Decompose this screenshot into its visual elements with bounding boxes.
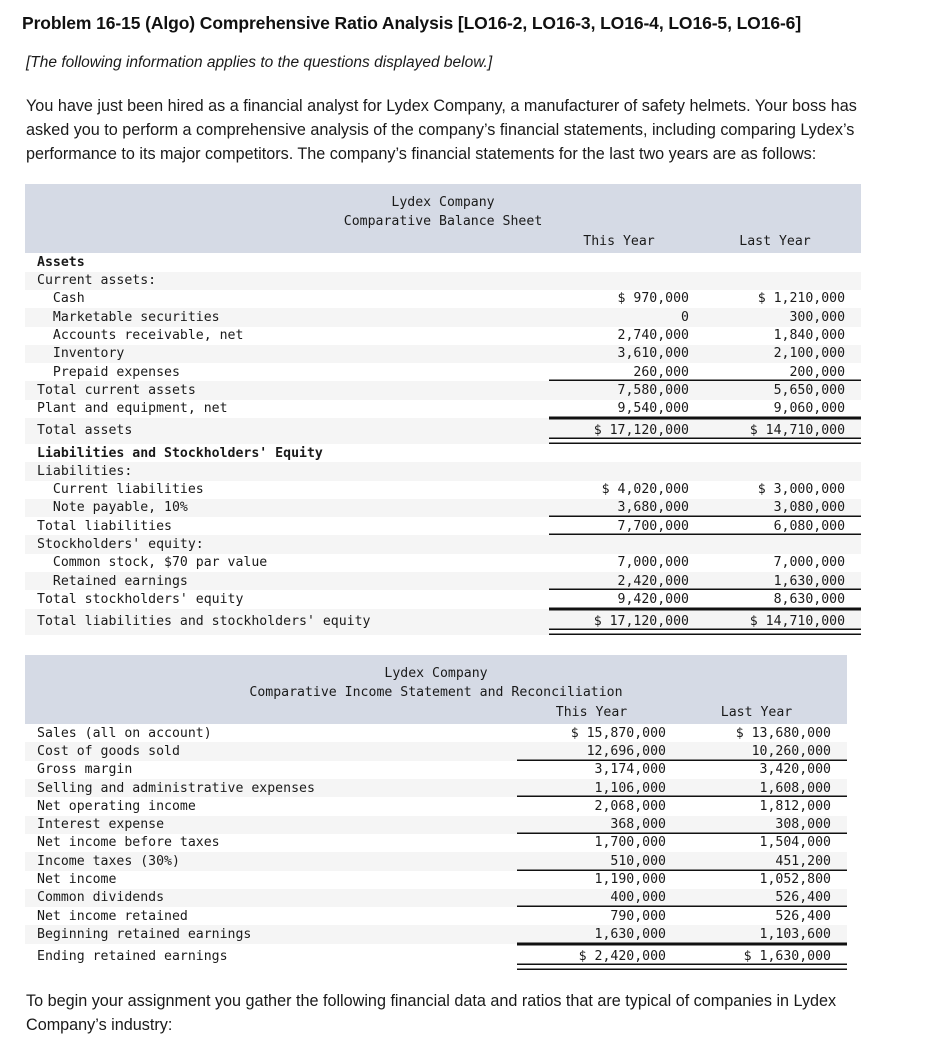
table-row xyxy=(25,907,847,925)
table-row xyxy=(25,499,861,517)
balance-sheet-header xyxy=(25,184,861,253)
table-row xyxy=(25,363,861,381)
row-value-last-year: 526,400 xyxy=(682,889,847,907)
table-row xyxy=(25,308,861,326)
row-value-this-year: $ 4,020,000 xyxy=(549,481,705,499)
row-value-this-year: 1,630,000 xyxy=(517,925,682,943)
row-value-this-year: 0 xyxy=(549,308,705,326)
row-value-last-year xyxy=(705,253,861,271)
row-value-last-year: $ 3,000,000 xyxy=(705,481,861,499)
info-applies-note: [The following information applies to the questions displayed below.] xyxy=(26,54,493,72)
table-row xyxy=(25,797,847,815)
income-statement-label-column-header xyxy=(25,704,517,724)
row-value-this-year: $ 2,420,000 xyxy=(517,944,682,970)
table-row xyxy=(25,816,847,834)
row-label: Common dividends xyxy=(25,889,517,907)
row-value-last-year: 5,650,000 xyxy=(705,381,861,399)
balance-sheet-company: Lydex Company xyxy=(391,194,495,210)
row-value-this-year: 1,190,000 xyxy=(517,871,682,889)
row-value-last-year: 1,052,800 xyxy=(682,871,847,889)
row-value-last-year: 9,060,000 xyxy=(705,400,861,418)
table-row xyxy=(25,590,861,608)
row-label: Sales (all on account) xyxy=(25,724,517,742)
table-row xyxy=(25,779,847,797)
row-label: Prepaid expenses xyxy=(25,363,549,381)
balance-sheet-heading xyxy=(25,184,861,233)
row-value-this-year: $ 17,120,000 xyxy=(549,418,705,444)
income-statement-last-year-header: Last Year xyxy=(682,704,847,724)
row-label: Interest expense xyxy=(25,816,517,834)
row-label: Inventory xyxy=(25,345,549,363)
row-value-last-year: 1,840,000 xyxy=(705,327,861,345)
table-row xyxy=(25,724,847,742)
table-row xyxy=(25,535,861,553)
income-statement-container xyxy=(0,635,939,970)
table-row xyxy=(25,944,847,970)
row-label: Cost of goods sold xyxy=(25,742,517,760)
row-label: Liabilities: xyxy=(25,462,549,480)
row-value-last-year: 3,420,000 xyxy=(682,761,847,779)
table-row xyxy=(25,925,847,943)
table-row xyxy=(25,517,861,535)
row-value-this-year: 260,000 xyxy=(549,363,705,381)
table-row xyxy=(25,253,861,271)
table-row xyxy=(25,345,861,363)
row-label: Accounts receivable, net xyxy=(25,327,549,345)
row-label: Total liabilities and stockholders' equity xyxy=(25,609,549,635)
balance-sheet-container xyxy=(0,167,939,635)
row-label: Beginning retained earnings xyxy=(25,925,517,943)
row-value-last-year: 1,504,000 xyxy=(682,834,847,852)
row-value-this-year: 9,420,000 xyxy=(549,590,705,608)
row-label: Total liabilities xyxy=(25,517,549,535)
row-label: Net income xyxy=(25,871,517,889)
row-value-last-year: 1,812,000 xyxy=(682,797,847,815)
row-label: Retained earnings xyxy=(25,572,549,590)
row-label: Ending retained earnings xyxy=(25,944,517,970)
row-value-last-year xyxy=(705,462,861,480)
page-title: Problem 16-15 (Algo) Comprehensive Ratio Analysis [LO16-2, LO16-3, LO16-4, LO16-5, LO16-6] xyxy=(22,13,802,33)
row-value-last-year: 526,400 xyxy=(682,907,847,925)
row-value-last-year: $ 14,710,000 xyxy=(705,418,861,444)
row-value-this-year xyxy=(549,272,705,290)
row-value-last-year: $ 1,210,000 xyxy=(705,290,861,308)
row-value-this-year: 7,580,000 xyxy=(549,381,705,399)
balance-sheet-this-year-header: This Year xyxy=(549,233,705,253)
income-statement-heading xyxy=(25,655,847,704)
balance-sheet-label-column-header xyxy=(25,233,549,253)
row-value-this-year: $ 15,870,000 xyxy=(517,724,682,742)
row-label: Total current assets xyxy=(25,381,549,399)
table-row xyxy=(25,444,861,462)
table-row xyxy=(25,381,861,399)
row-label: Cash xyxy=(25,290,549,308)
row-value-this-year: 400,000 xyxy=(517,889,682,907)
row-value-this-year: 7,700,000 xyxy=(549,517,705,535)
row-label: Income taxes (30%) xyxy=(25,852,517,870)
row-value-this-year: 3,680,000 xyxy=(549,499,705,517)
row-label: Selling and administrative expenses xyxy=(25,779,517,797)
row-label: Current assets: xyxy=(25,272,549,290)
row-value-this-year: 510,000 xyxy=(517,852,682,870)
table-row xyxy=(25,327,861,345)
row-value-this-year: 2,068,000 xyxy=(517,797,682,815)
table-row xyxy=(25,462,861,480)
row-value-this-year: $ 970,000 xyxy=(549,290,705,308)
comparative-income-statement-table xyxy=(25,655,847,970)
row-value-this-year xyxy=(549,462,705,480)
row-value-last-year xyxy=(705,535,861,553)
table-row xyxy=(25,871,847,889)
row-value-this-year xyxy=(549,253,705,271)
row-label: Net operating income xyxy=(25,797,517,815)
income-statement-company: Lydex Company xyxy=(384,665,488,681)
row-value-this-year: 7,000,000 xyxy=(549,554,705,572)
table-row xyxy=(25,834,847,852)
row-value-last-year: 308,000 xyxy=(682,816,847,834)
row-value-last-year: 200,000 xyxy=(705,363,861,381)
row-value-last-year: $ 1,630,000 xyxy=(682,944,847,970)
row-value-last-year: 300,000 xyxy=(705,308,861,326)
balance-sheet-statement-name: Comparative Balance Sheet xyxy=(343,213,543,229)
row-value-last-year: $ 14,710,000 xyxy=(705,609,861,635)
income-statement-header xyxy=(25,655,847,724)
row-value-this-year: $ 17,120,000 xyxy=(549,609,705,635)
income-statement-body xyxy=(25,724,847,970)
row-value-this-year xyxy=(549,444,705,462)
row-label: Current liabilities xyxy=(25,481,549,499)
row-label: Stockholders' equity: xyxy=(25,535,549,553)
comparative-balance-sheet-table xyxy=(25,184,861,635)
row-value-this-year: 2,740,000 xyxy=(549,327,705,345)
row-value-this-year: 3,610,000 xyxy=(549,345,705,363)
row-value-this-year: 3,174,000 xyxy=(517,761,682,779)
row-label: Total assets xyxy=(25,418,549,444)
table-row xyxy=(25,481,861,499)
row-value-this-year: 368,000 xyxy=(517,816,682,834)
row-label: Liabilities and Stockholders' Equity xyxy=(25,444,549,462)
row-value-this-year: 12,696,000 xyxy=(517,742,682,760)
row-label: Net income before taxes xyxy=(25,834,517,852)
row-value-this-year: 9,540,000 xyxy=(549,400,705,418)
row-value-last-year: 8,630,000 xyxy=(705,590,861,608)
table-row xyxy=(25,742,847,760)
row-label: Assets xyxy=(25,253,549,271)
table-row xyxy=(25,400,861,418)
row-value-last-year: 6,080,000 xyxy=(705,517,861,535)
closing-paragraph: To begin your assignment you gather the following financial data and ratios that are typical of companies in Lydex Company’s industry: xyxy=(26,991,837,1034)
row-value-last-year: $ 13,680,000 xyxy=(682,724,847,742)
row-value-last-year: 2,100,000 xyxy=(705,345,861,363)
table-row xyxy=(25,609,861,635)
income-statement-statement-name: Comparative Income Statement and Reconciliation xyxy=(249,684,623,700)
row-value-this-year: 1,106,000 xyxy=(517,779,682,797)
intro-paragraph: You have just been hired as a financial analyst for Lydex Company, a manufacturer of safety helmets. Your boss has asked you to perform a comprehensive analysis of the company’s financial statements, including comparing Lydex’s performance to its major competitors. The company’s financial statements for the last two years are as follows: xyxy=(26,97,857,164)
row-value-last-year xyxy=(705,272,861,290)
row-value-last-year xyxy=(705,444,861,462)
row-value-this-year: 790,000 xyxy=(517,907,682,925)
table-row xyxy=(25,852,847,870)
table-row xyxy=(25,761,847,779)
row-label: Net income retained xyxy=(25,907,517,925)
income-statement-this-year-header: This Year xyxy=(517,704,682,724)
row-label: Common stock, $70 par value xyxy=(25,554,549,572)
balance-sheet-last-year-header: Last Year xyxy=(705,233,861,253)
row-value-last-year: 451,200 xyxy=(682,852,847,870)
balance-sheet-body xyxy=(25,253,861,634)
table-row xyxy=(25,290,861,308)
table-row xyxy=(25,272,861,290)
table-row xyxy=(25,572,861,590)
row-label: Total stockholders' equity xyxy=(25,590,549,608)
row-value-last-year: 10,260,000 xyxy=(682,742,847,760)
row-value-last-year: 3,080,000 xyxy=(705,499,861,517)
row-label: Marketable securities xyxy=(25,308,549,326)
row-value-last-year: 1,103,600 xyxy=(682,925,847,943)
row-value-this-year xyxy=(549,535,705,553)
row-value-this-year: 1,700,000 xyxy=(517,834,682,852)
row-label: Plant and equipment, net xyxy=(25,400,549,418)
row-label: Gross margin xyxy=(25,761,517,779)
row-label: Note payable, 10% xyxy=(25,499,549,517)
table-row xyxy=(25,554,861,572)
table-row xyxy=(25,418,861,444)
table-row xyxy=(25,889,847,907)
row-value-this-year: 2,420,000 xyxy=(549,572,705,590)
row-value-last-year: 7,000,000 xyxy=(705,554,861,572)
row-value-last-year: 1,630,000 xyxy=(705,572,861,590)
row-value-last-year: 1,608,000 xyxy=(682,779,847,797)
